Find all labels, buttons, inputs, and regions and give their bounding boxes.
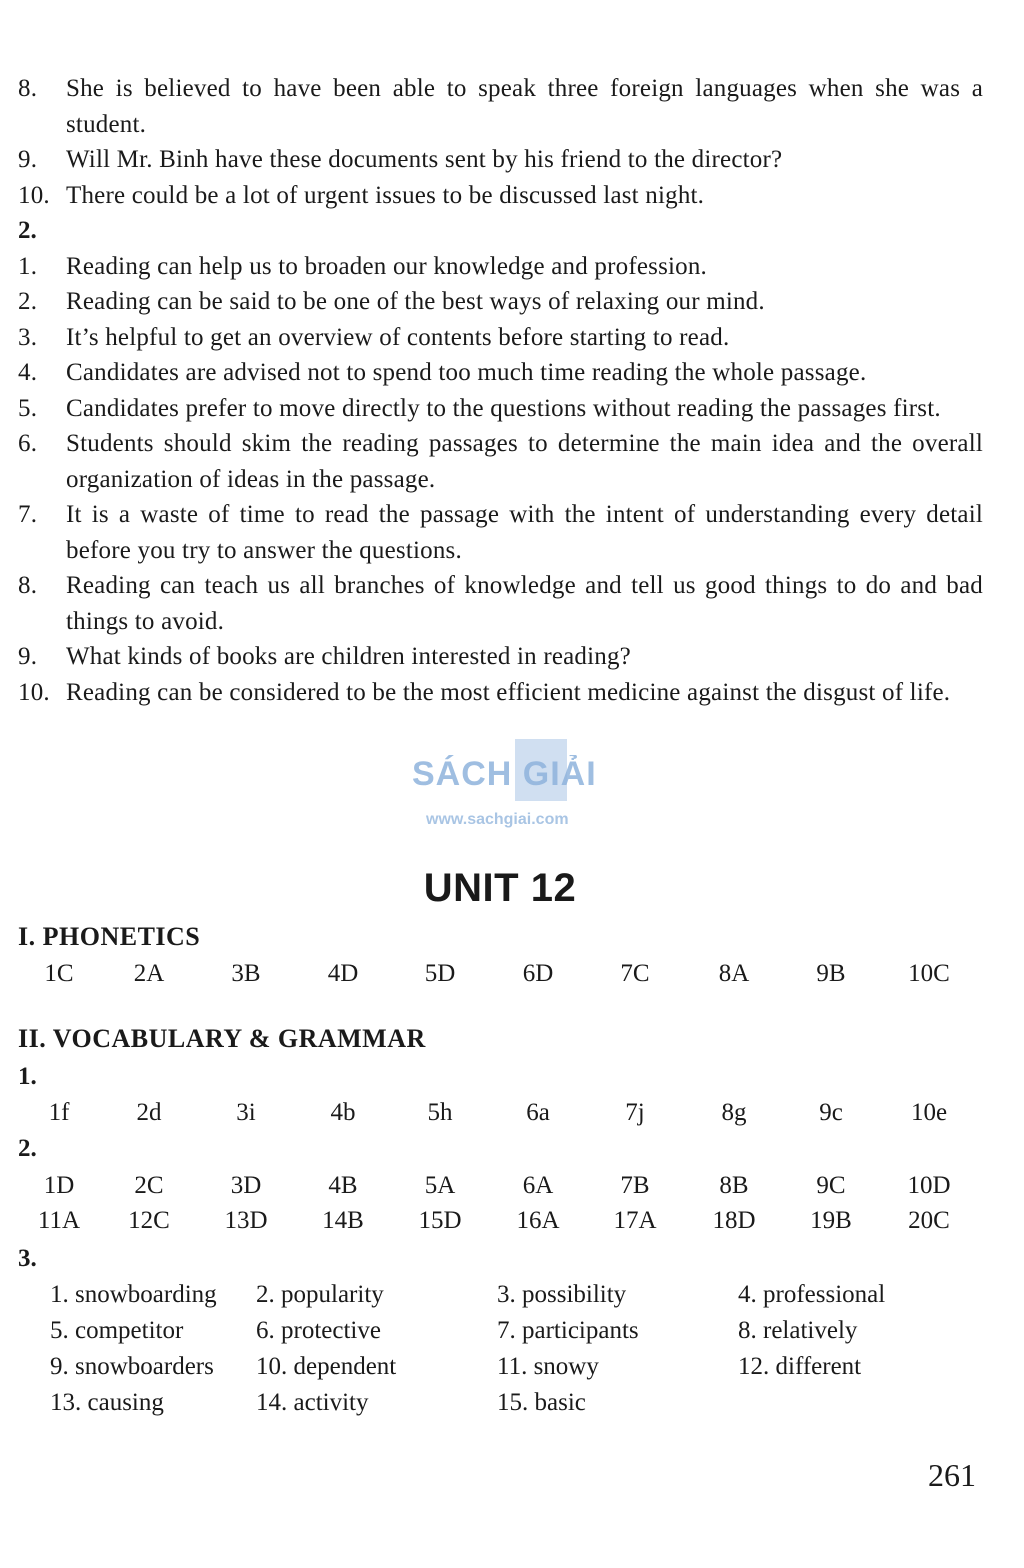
item-number: 9. bbox=[18, 146, 38, 173]
answer-cell: 5h bbox=[427, 1099, 453, 1126]
answer-cell: 4b bbox=[330, 1099, 356, 1126]
vocab-ex1-label: 1. bbox=[18, 1063, 37, 1090]
list-item bbox=[18, 639, 983, 675]
word-answer: 12. different bbox=[738, 1353, 862, 1380]
vocab-ex2-label: 2. bbox=[18, 1135, 37, 1162]
word-answer: 9. snowboarders bbox=[50, 1353, 214, 1380]
answer-cell: 13D bbox=[224, 1207, 268, 1234]
item-text: Reading can teach us all branches of knowledge and tell us good things to do and bad things to avoid. bbox=[66, 572, 983, 635]
answer-cell: 1C bbox=[44, 960, 74, 987]
word-row bbox=[50, 1353, 950, 1389]
item-number: 8. bbox=[18, 75, 38, 102]
answer-cell: 6D bbox=[522, 960, 554, 987]
item-number: 6. bbox=[18, 430, 38, 457]
answer-cell: 9C bbox=[816, 1172, 846, 1199]
answer-cell: 7B bbox=[620, 1172, 650, 1199]
answer-cell: 16A bbox=[516, 1207, 560, 1234]
answer-cell: 5A bbox=[424, 1172, 456, 1199]
item-number: 2. bbox=[18, 288, 38, 315]
list-item bbox=[18, 249, 983, 285]
answer-cell: 9B bbox=[816, 960, 846, 987]
item-number: 7. bbox=[18, 501, 38, 528]
answer-cell: 4B bbox=[328, 1172, 358, 1199]
word-answer: 15. basic bbox=[497, 1389, 586, 1416]
answer-cell: 2d bbox=[136, 1099, 162, 1126]
answer-cell: 18D bbox=[712, 1207, 756, 1234]
list-item bbox=[18, 71, 983, 142]
word-answer: 14. activity bbox=[256, 1389, 369, 1416]
word-answer: 2. popularity bbox=[256, 1281, 384, 1308]
word-answer: 8. relatively bbox=[738, 1317, 858, 1344]
answer-cell: 9c bbox=[819, 1099, 843, 1126]
item-text: Reading can be considered to be the most efficient medicine against the disgust of life. bbox=[66, 678, 951, 706]
item-number: 8. bbox=[18, 572, 38, 599]
word-answer: 5. competitor bbox=[50, 1317, 184, 1344]
list-item bbox=[18, 675, 983, 711]
item-text: Candidates are advised not to spend too much time reading the whole passage. bbox=[66, 359, 867, 386]
list-item bbox=[18, 355, 983, 391]
page-number: 261 bbox=[928, 1457, 976, 1493]
exercise-1-tail bbox=[18, 71, 983, 710]
answer-cell: 8A bbox=[718, 960, 750, 987]
exercise-2-heading: 2. bbox=[18, 217, 37, 244]
list-item bbox=[18, 391, 983, 427]
phonetics-heading: I. PHONETICS bbox=[18, 922, 201, 951]
word-row bbox=[50, 1389, 950, 1425]
watermark-url: www.sachgiai.com bbox=[426, 811, 569, 828]
answer-cell: 19B bbox=[810, 1207, 852, 1234]
item-text: There could be a lot of urgent issues to be discussed last night. bbox=[66, 181, 705, 209]
word-answer: 1. snowboarding bbox=[50, 1281, 217, 1308]
answer-cell: 3i bbox=[236, 1099, 256, 1126]
word-answer: 11. snowy bbox=[497, 1353, 599, 1380]
vocab-ex3-label: 3. bbox=[18, 1245, 37, 1272]
answer-cell: 15D bbox=[418, 1207, 462, 1234]
answer-cell: 6a bbox=[526, 1099, 550, 1126]
answer-cell: 2C bbox=[134, 1172, 164, 1199]
watermark-brand: SÁCH GIẢI bbox=[412, 755, 597, 793]
answer-cell: 14B bbox=[322, 1207, 364, 1234]
answer-cell: 10C bbox=[908, 960, 950, 987]
item-number: 10. bbox=[18, 181, 50, 209]
list-item bbox=[18, 284, 983, 320]
item-number: 1. bbox=[18, 252, 38, 280]
item-number: 3. bbox=[18, 323, 38, 351]
word-answer: 6. protective bbox=[256, 1317, 381, 1344]
item-text: It’s helpful to get an overview of contents before starting to read. bbox=[66, 323, 730, 351]
item-text: What kinds of books are children interested in reading? bbox=[66, 643, 631, 670]
list-item bbox=[18, 497, 983, 568]
answer-cell: 12C bbox=[128, 1207, 170, 1234]
vocab-heading: II. VOCABULARY & GRAMMAR bbox=[18, 1024, 426, 1053]
item-text: Candidates prefer to move directly to the questions without reading the passages first. bbox=[66, 394, 941, 422]
answer-cell: 17A bbox=[613, 1207, 657, 1234]
word-answer: 13. causing bbox=[50, 1389, 164, 1416]
list-item bbox=[18, 568, 983, 639]
answer-cell: 3B bbox=[231, 960, 261, 987]
answer-cell: 6A bbox=[522, 1172, 554, 1199]
unit-title: UNIT 12 bbox=[423, 866, 577, 910]
item-text: Reading can be said to be one of the best ways of relaxing our mind. bbox=[66, 288, 765, 315]
word-answer: 3. possibility bbox=[497, 1281, 627, 1308]
word-row bbox=[50, 1281, 950, 1317]
item-text: She is believed to have been able to speak three foreign languages when she was a student. bbox=[66, 75, 983, 138]
list-item bbox=[18, 426, 983, 497]
item-text: Students should skim the reading passages to determine the main idea and the overall organization of ideas in the passage. bbox=[66, 430, 983, 493]
item-number: 9. bbox=[18, 643, 38, 670]
word-row bbox=[50, 1317, 950, 1353]
watermark-logo bbox=[412, 745, 617, 835]
answer-cell: 7C bbox=[620, 960, 650, 987]
answer-cell: 3D bbox=[230, 1172, 262, 1199]
item-text: Reading can help us to broaden our knowledge and profession. bbox=[66, 252, 708, 280]
word-answer: 10. dependent bbox=[256, 1353, 397, 1380]
answer-cell: 8g bbox=[721, 1099, 747, 1126]
word-answer: 4. professional bbox=[738, 1281, 886, 1308]
word-answer: 7. participants bbox=[497, 1317, 639, 1344]
item-text: Will Mr. Binh have these documents sent by his friend to the director? bbox=[66, 146, 783, 173]
answer-cell: 1f bbox=[48, 1099, 70, 1126]
list-item bbox=[18, 178, 983, 214]
list-item bbox=[18, 142, 983, 178]
answer-cell: 4D bbox=[327, 960, 359, 987]
vocab-ex3-word-list bbox=[50, 1281, 950, 1425]
answer-cell: 5D bbox=[424, 960, 456, 987]
answer-cell: 2A bbox=[133, 960, 165, 987]
item-number: 5. bbox=[18, 394, 38, 422]
answer-cell: 7j bbox=[625, 1099, 645, 1126]
answer-cell: 8B bbox=[719, 1172, 749, 1199]
answer-cell: 10e bbox=[910, 1099, 948, 1126]
answer-cell: 11A bbox=[37, 1207, 81, 1234]
answer-cell: 20C bbox=[908, 1207, 950, 1234]
answer-cell: 1D bbox=[43, 1172, 75, 1199]
item-number: 4. bbox=[18, 359, 38, 386]
list-item bbox=[18, 320, 983, 356]
item-number: 10. bbox=[18, 678, 50, 706]
answer-cell: 10D bbox=[907, 1172, 951, 1199]
item-text: It is a waste of time to read the passage with the intent of understanding every detail before you try to answer the questions. bbox=[66, 501, 983, 564]
